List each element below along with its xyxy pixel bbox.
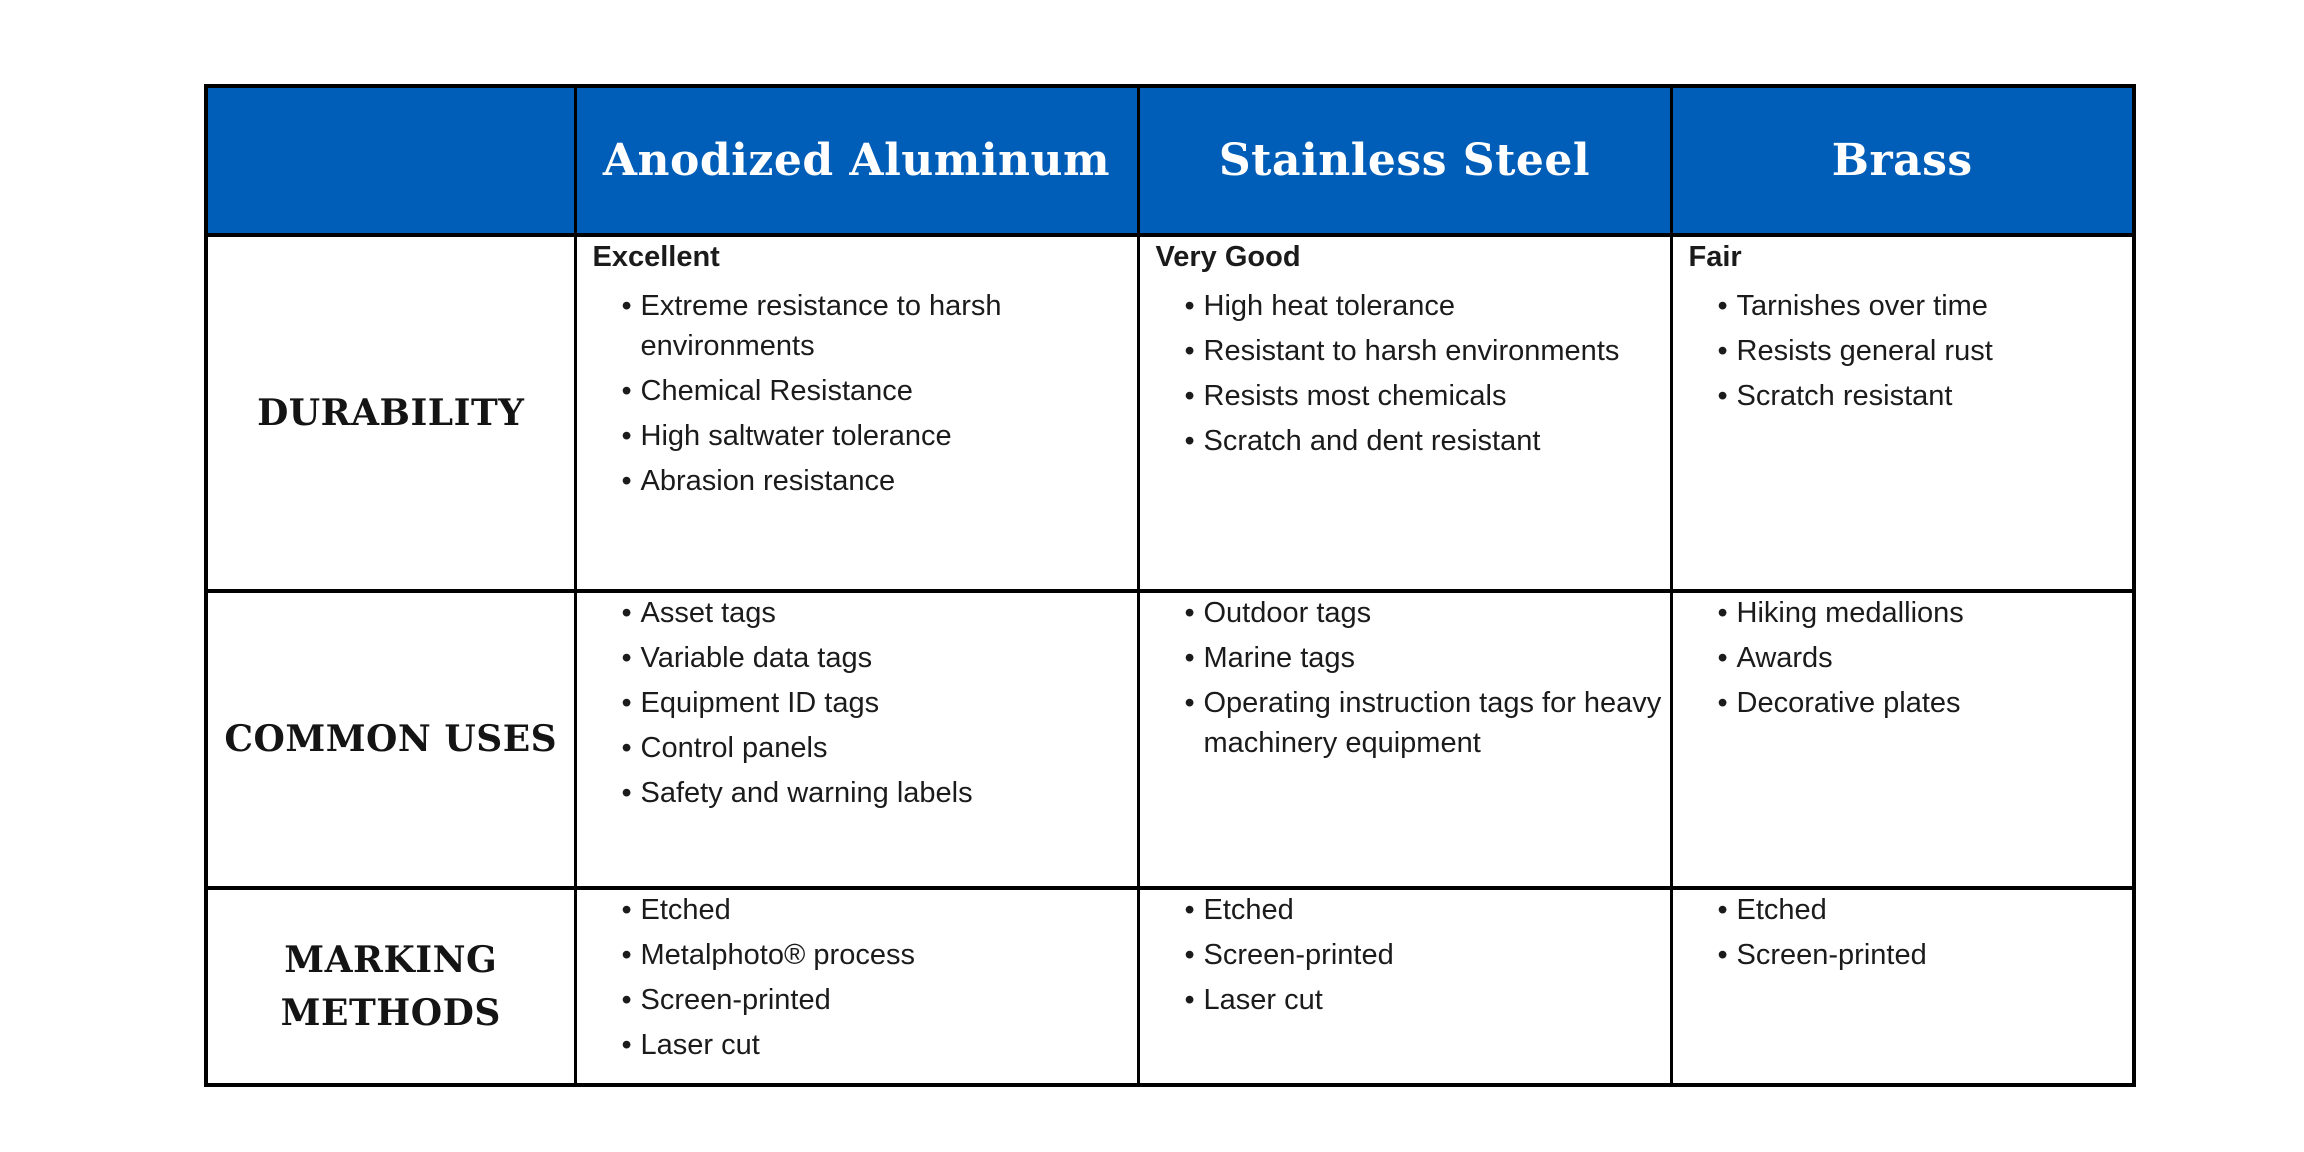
column-header-anodized-aluminum: Anodized Aluminum bbox=[575, 86, 1138, 235]
column-header-stainless-steel: Stainless Steel bbox=[1138, 86, 1671, 235]
cell-durability-anodized-aluminum bbox=[575, 235, 1138, 591]
bullet-item: • Variable data tags bbox=[622, 638, 1129, 678]
bullet-item: • High saltwater tolerance bbox=[622, 416, 1129, 456]
bullet-item: • Safety and warning labels bbox=[622, 773, 1129, 813]
bullet-item: • Etched bbox=[1185, 890, 1662, 930]
materials-comparison bbox=[204, 84, 2136, 1087]
bullet-item: • Etched bbox=[622, 890, 1129, 930]
bullet-item: • High heat tolerance bbox=[1185, 286, 1662, 326]
row-label-common-uses: COMMON USES bbox=[206, 591, 575, 888]
rating-label: Very Good bbox=[1155, 241, 1301, 273]
bullet-item: • Abrasion resistance bbox=[622, 461, 1129, 501]
bullet-item: • Laser cut bbox=[622, 1025, 1129, 1065]
bullet-list bbox=[593, 286, 1129, 501]
bullet-item: • Laser cut bbox=[1185, 980, 1662, 1020]
bullet-item: • Extreme resistance to harsh environments bbox=[622, 286, 1129, 366]
bullet-item: • Screen-printed bbox=[622, 980, 1129, 1020]
bullet-item: • Outdoor tags bbox=[1185, 593, 1662, 633]
table-row-common-uses bbox=[206, 591, 2134, 888]
bullet-item: • Resists general rust bbox=[1718, 331, 2125, 371]
bullet-item: • Etched bbox=[1718, 890, 2125, 930]
cell-common-uses-anodized-aluminum bbox=[575, 591, 1138, 888]
bullet-list bbox=[1156, 286, 1662, 461]
bullet-list bbox=[1689, 286, 2125, 416]
cell-durability-brass bbox=[1671, 235, 2134, 591]
rating-label: Fair bbox=[1688, 241, 1742, 273]
bullet-item: • Scratch and dent resistant bbox=[1185, 421, 1662, 461]
bullet-item: • Screen-printed bbox=[1185, 935, 1662, 975]
bullet-item: • Resistant to harsh environments bbox=[1185, 331, 1662, 371]
cell-marking-methods-anodized-aluminum bbox=[575, 888, 1138, 1085]
bullet-item: • Decorative plates bbox=[1718, 683, 2125, 723]
cell-marking-methods-brass bbox=[1671, 888, 2134, 1085]
comparison-table bbox=[204, 84, 2136, 1087]
bullet-item: • Marine tags bbox=[1185, 638, 1662, 678]
row-label-marking-methods: MARKING METHODS bbox=[206, 888, 575, 1085]
bullet-list bbox=[1156, 593, 1662, 763]
cell-marking-methods-stainless-steel bbox=[1138, 888, 1671, 1085]
bullet-item: • Metalphoto® process bbox=[622, 935, 1129, 975]
bullet-item: • Chemical Resistance bbox=[622, 371, 1129, 411]
bullet-item: • Hiking medallions bbox=[1718, 593, 2125, 633]
row-label-durability: DURABILITY bbox=[206, 235, 575, 591]
cell-common-uses-brass bbox=[1671, 591, 2134, 888]
header-row bbox=[206, 86, 2134, 235]
bullet-item: • Scratch resistant bbox=[1718, 376, 2125, 416]
bullet-list bbox=[1689, 593, 2125, 723]
cell-durability-stainless-steel bbox=[1138, 235, 1671, 591]
table-row-marking-methods bbox=[206, 888, 2134, 1085]
bullet-item: • Asset tags bbox=[622, 593, 1129, 633]
cell-common-uses-stainless-steel bbox=[1138, 591, 1671, 888]
bullet-list bbox=[1689, 890, 2125, 975]
bullet-item: • Tarnishes over time bbox=[1718, 286, 2125, 326]
bullet-item: • Awards bbox=[1718, 638, 2125, 678]
bullet-list bbox=[593, 890, 1129, 1065]
bullet-item: • Screen-printed bbox=[1718, 935, 2125, 975]
bullet-item: • Equipment ID tags bbox=[622, 683, 1129, 723]
bullet-item: • Control panels bbox=[622, 728, 1129, 768]
bullet-item: • Resists most chemicals bbox=[1185, 376, 1662, 416]
column-header-brass: Brass bbox=[1671, 86, 2134, 235]
bullet-item: • Operating instruction tags for heavy machinery equipment bbox=[1185, 683, 1662, 763]
bullet-list bbox=[1156, 890, 1662, 1020]
table-row-durability bbox=[206, 235, 2134, 591]
bullet-list bbox=[593, 593, 1129, 813]
column-header-blank bbox=[206, 86, 575, 235]
rating-label: Excellent bbox=[592, 241, 720, 273]
